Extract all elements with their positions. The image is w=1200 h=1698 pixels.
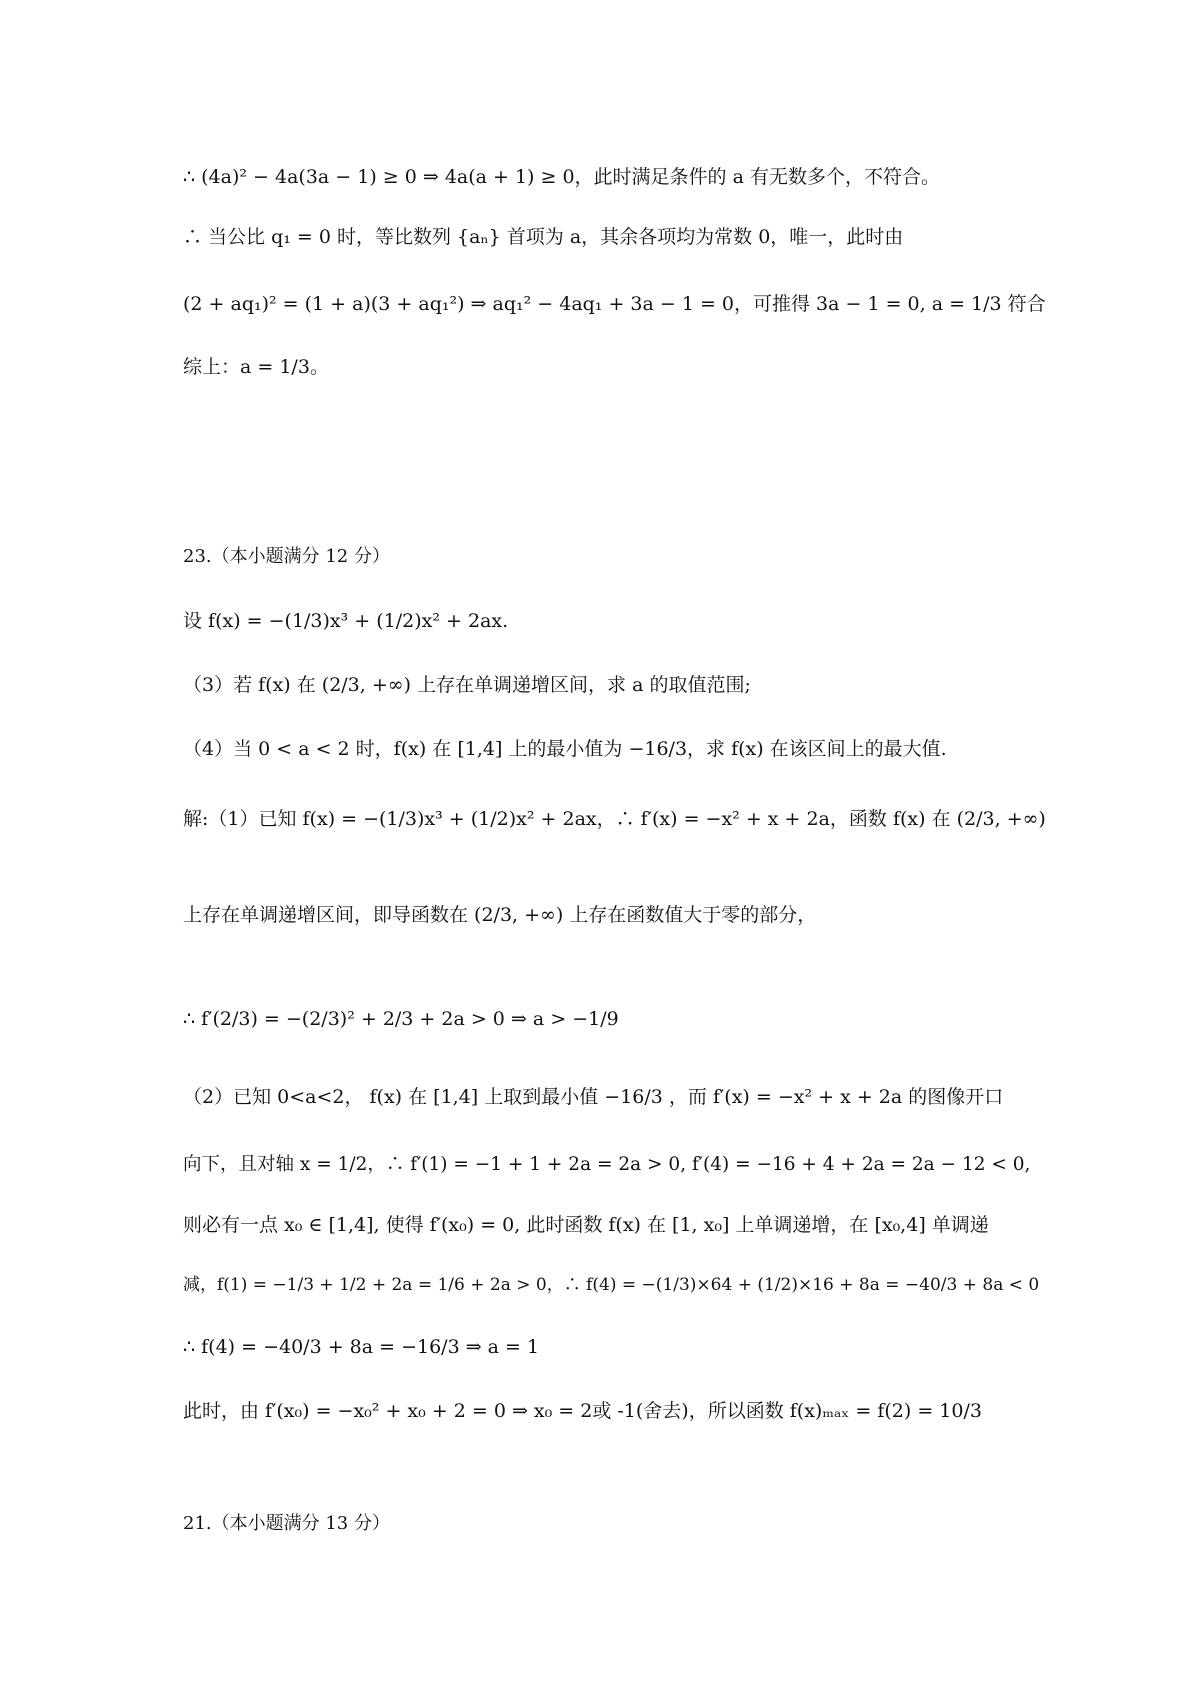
- text-line: ∴ f(4) = −40/3 + 8a = −16/3 ⇒ a = 1: [183, 1336, 540, 1358]
- text-line: 解:（1）已知 f(x) = −(1/3)x³ + (1/2)x² + 2ax，∴ f′(x) = −x² + x + 2a，函数 f(x) 在 (2/3, +∞): [183, 808, 1046, 830]
- text-line: ∴ (4a)² − 4a(3a − 1) ≥ 0 ⇒ 4a(a + 1) ≥ 0，此时满足条件的 a 有无数多个，不符合。: [183, 166, 940, 188]
- text-line: 上存在单调递增区间，即导函数在 (2/3, +∞) 上存在函数值大于零的部分，: [183, 904, 817, 926]
- text-line: （3）若 f(x) 在 (2/3, +∞) 上存在单调递增区间，求 a 的取值范围;: [183, 674, 751, 696]
- text-line: 综上：a = 1/3。: [183, 356, 329, 378]
- text-line: 则必有一点 x₀ ∈ [1,4], 使得 f′(x₀) = 0, 此时函数 f(x) 在 [1, x₀] 上单调递增，在 [x₀,4] 单调递: [183, 1214, 989, 1236]
- text-line: 向下，且对轴 x = 1/2，∴ f′(1) = −1 + 1 + 2a = 2a > 0, f′(4) = −16 + 4 + 2a = 2a − 12 < 0,: [183, 1154, 1031, 1175]
- text-line: ∴ f′(2/3) = −(2/3)² + 2/3 + 2a > 0 ⇒ a > −1/9: [183, 1008, 619, 1030]
- text-line: （2）已知 0<a<2， f(x) 在 [1,4] 上取到最小值 −16/3 ，而 f′(x) = −x² + x + 2a 的图像开口: [183, 1086, 1004, 1108]
- problem-heading: 21.（本小题满分 13 分）: [183, 1513, 390, 1534]
- problem-heading: 23.（本小题满分 12 分）: [183, 546, 390, 567]
- text-line: 减，f(1) = −1/3 + 1/2 + 2a = 1/6 + 2a > 0，∴ f(4) = −(1/3)×64 + (1/2)×16 + 8a = −40/3 + 8a < 0: [183, 1275, 1040, 1295]
- text-line: (2 + aq₁)² = (1 + a)(3 + aq₁²) ⇒ aq₁² − 4aq₁ + 3a − 1 = 0，可推得 3a − 1 = 0, a = 1/3 符合: [183, 293, 1046, 315]
- text-line: （4）当 0 < a < 2 时，f(x) 在 [1,4] 上的最小值为 −16/3，求 f(x) 在该区间上的最大值.: [183, 738, 947, 760]
- text-line: ∴ 当公比 q₁ = 0 时，等比数列 {aₙ} 首项为 a，其余各项均为常数 0，唯一，此时由: [183, 226, 904, 248]
- text-line: 设 f(x) = −(1/3)x³ + (1/2)x² + 2ax.: [183, 610, 509, 632]
- text-line: 此时，由 f′(x₀) = −x₀² + x₀ + 2 = 0 ⇒ x₀ = 2或 -1(舍去)，所以函数 f(x)ₘₐₓ = f(2) = 10/3: [183, 1400, 982, 1422]
